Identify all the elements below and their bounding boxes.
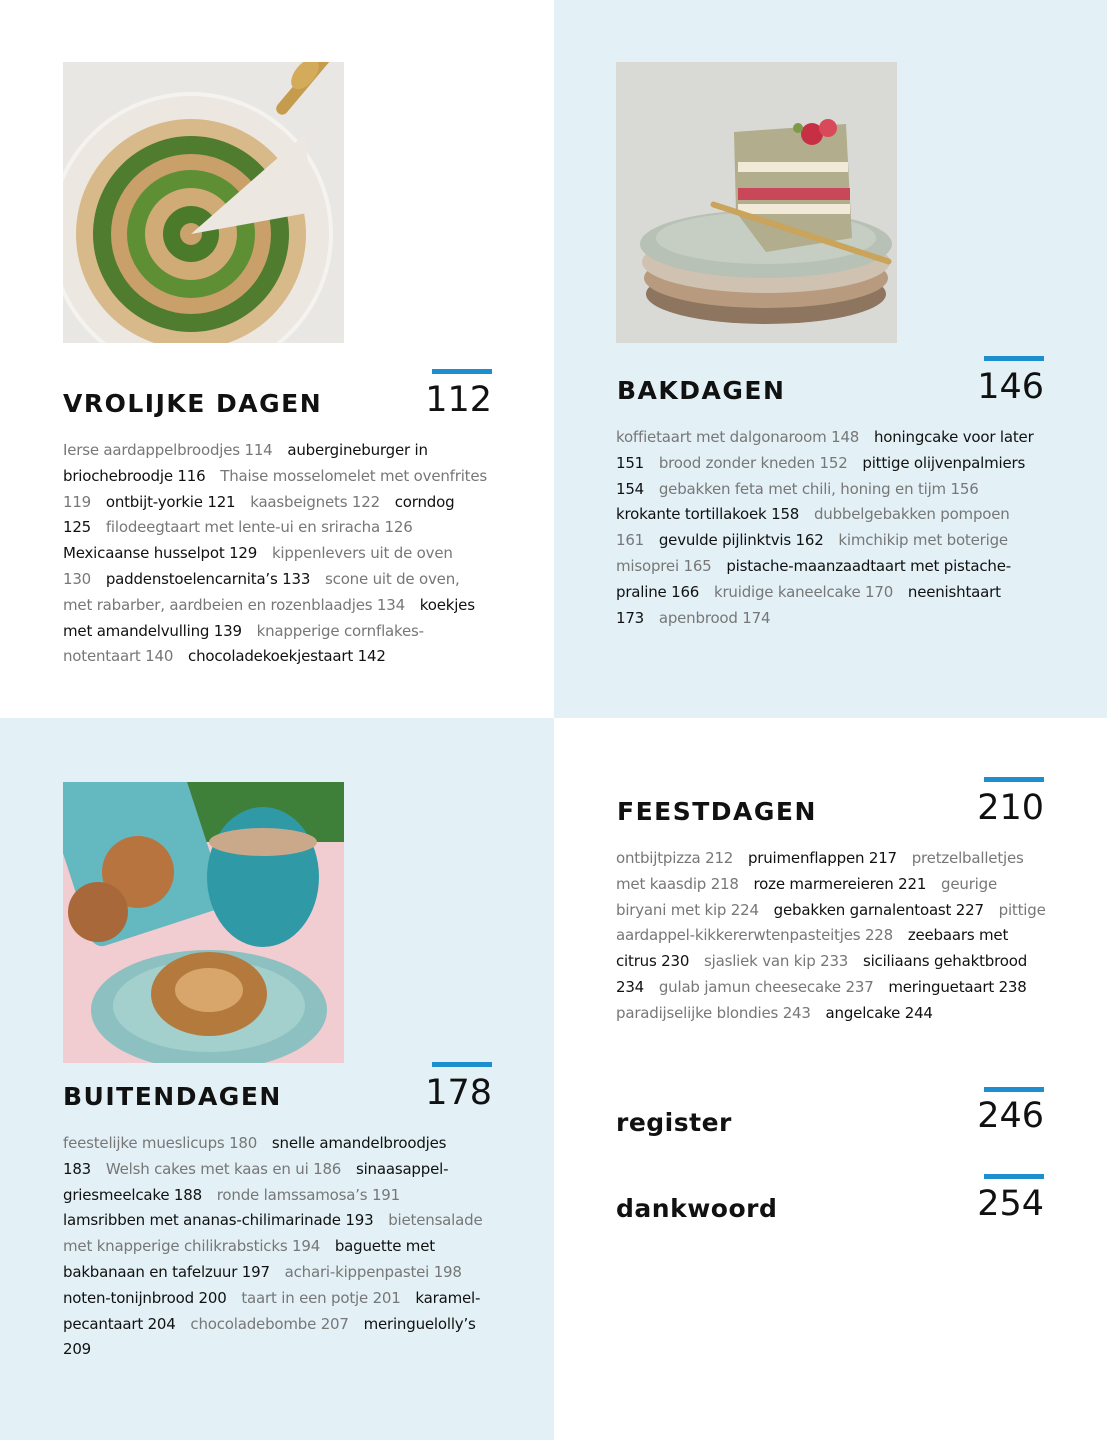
register-page-number: 246	[977, 1096, 1044, 1136]
recipe-entry: siciliaans gehaktbrood 234	[616, 952, 1028, 996]
recipe-entry: baguette met bakbanaan en tafelzuur 197	[63, 1237, 435, 1281]
recipe-entry: koffietaart met dalgonaroom 148	[616, 428, 860, 446]
recipe-entry: ontbijtpizza 212	[616, 849, 734, 867]
dankwoord-page-number: 254	[977, 1184, 1044, 1224]
section-page-number: 178	[425, 1073, 492, 1113]
recipe-list	[616, 425, 1046, 631]
recipe-entry: zeebaars met citrus 230	[616, 926, 1009, 971]
recipe-entry: apenbrood 174	[658, 608, 771, 627]
recipe-entry: paddenstoelencarnita’s 133	[105, 569, 311, 588]
recipe-entry: kaasbeignets 122	[250, 492, 380, 511]
dankwoord-title: dankwoord	[616, 1194, 778, 1223]
recipe-entry: filodeegtaart met lente-ui en sriracha 126	[105, 518, 413, 537]
recipe-entry: achari-kippenpastei 198	[284, 1262, 462, 1281]
recipe-entry: pittige olijvenpalmiers 154	[616, 453, 1026, 498]
recipe-entry: Mexicaanse husselpot 129	[63, 544, 258, 563]
recipe-entry: gebakken feta met chili, honing en tijm 156	[658, 479, 979, 498]
section-page-number: 210	[977, 788, 1044, 828]
recipe-entry: geurige biryani met kip 224	[616, 874, 997, 919]
recipe-entry: Thaise mosselomelet met ovenfrites 119	[63, 466, 488, 511]
recipe-entry: chocoladebombe 207	[190, 1314, 349, 1333]
recipe-entry: meringuelolly’s 209	[63, 1314, 476, 1359]
recipe-list	[63, 1131, 493, 1363]
accent-bar	[984, 1087, 1044, 1092]
recipe-entry: gulab jamun cheesecake 237	[658, 977, 874, 996]
recipe-entry: snelle amandelbroodjes 183	[63, 1134, 447, 1178]
recipe-entry: pretzelballetjes met kaasdip 218	[616, 849, 1024, 893]
section-title: VROLIJKE DAGEN	[63, 389, 323, 418]
recipe-entry: sinaasappel-griesmeelcake 188	[63, 1159, 449, 1204]
recipe-list	[616, 846, 1046, 1027]
recipe-entry: dubbelgebakken pompoen 161	[616, 505, 1010, 550]
recipe-entry: Welsh cakes met kaas en ui 186	[105, 1159, 342, 1178]
accent-bar	[432, 1062, 492, 1067]
recipe-entry: feestelijke mueslicups 180	[63, 1134, 258, 1152]
section-title: FEESTDAGEN	[617, 797, 817, 826]
recipe-entry: roze marmereieren 221	[753, 874, 927, 893]
recipe-entry: pittige aardappel-kikkererwtenpasteitjes 228	[616, 900, 1046, 945]
accent-bar	[432, 369, 492, 374]
section-page-number: 146	[977, 367, 1044, 407]
recipe-list	[63, 438, 493, 670]
recipe-entry: kruidige kaneelcake 170	[713, 582, 894, 601]
recipe-entry: aubergineburger in briochebroodje 116	[63, 441, 428, 485]
recipe-entry: knapperige cornflakes-notentaart 140	[63, 621, 424, 666]
recipe-entry: chocoladekoekjestaart 142	[188, 647, 386, 666]
recipe-entry: taart in een potje 201	[241, 1288, 401, 1307]
recipe-entry: karamel-pecantaart 204	[63, 1288, 481, 1333]
recipe-entry: paradijselijke blondies 243	[616, 1003, 811, 1022]
recipe-entry: Ierse aardappelbroodjes 114	[63, 441, 273, 459]
recipe-entry: meringuetaart 238	[888, 977, 1027, 996]
recipe-entry: kimchikip met boterige misoprei 165	[616, 531, 1008, 575]
recipe-entry: pistache-maanzaadtaart met pistachepraline 166	[616, 556, 1012, 601]
recipe-entry: lamsribben met ananas-chilimarinade 193	[63, 1211, 374, 1230]
recipe-entry: gebakken garnalentoast 227	[773, 900, 984, 919]
recipe-entry: honingcake voor later 151	[616, 428, 1034, 472]
recipe-entry: angelcake 244	[825, 1003, 933, 1022]
register-title: register	[616, 1108, 732, 1137]
accent-bar	[984, 1174, 1044, 1179]
recipe-entry: krokante tortillakoek 158	[616, 505, 800, 524]
accent-bar	[984, 356, 1044, 361]
section-title: BUITENDAGEN	[63, 1082, 282, 1111]
recipe-entry: scone uit de oven, met rabarber, aardbeien en rozenblaadjes 134	[63, 569, 460, 614]
recipe-entry: brood zonder kneden 152	[658, 453, 848, 472]
pistachio-cake-photo	[616, 62, 897, 343]
recipe-entry: ontbijt-yorkie 121	[105, 492, 236, 511]
section-page-number: 112	[425, 380, 492, 420]
accent-bar	[984, 777, 1044, 782]
section-title: BAKDAGEN	[617, 376, 786, 405]
spinach-pie-photo	[63, 62, 344, 343]
recipe-entry: ronde lamssamosa’s 191	[216, 1185, 400, 1204]
recipe-entry: gevulde pijlinktvis 162	[658, 531, 824, 550]
recipe-entry: kippenlevers uit de oven 130	[63, 544, 453, 588]
recipe-entry: bietensalade met knapperige chilikrabsticks 194	[63, 1211, 483, 1256]
recipe-entry: koekjes met amandelvulling 139	[63, 595, 475, 640]
recipe-entry: noten-tonijnbrood 200	[63, 1288, 227, 1307]
recipe-entry: neenishtaart 173	[616, 582, 1001, 627]
recipe-entry: corndog 125	[63, 492, 455, 537]
recipe-entry: sjasliek van kip 233	[704, 952, 849, 971]
pastry-tea-photo	[63, 782, 344, 1063]
recipe-entry: pruimenflappen 217	[747, 849, 897, 867]
